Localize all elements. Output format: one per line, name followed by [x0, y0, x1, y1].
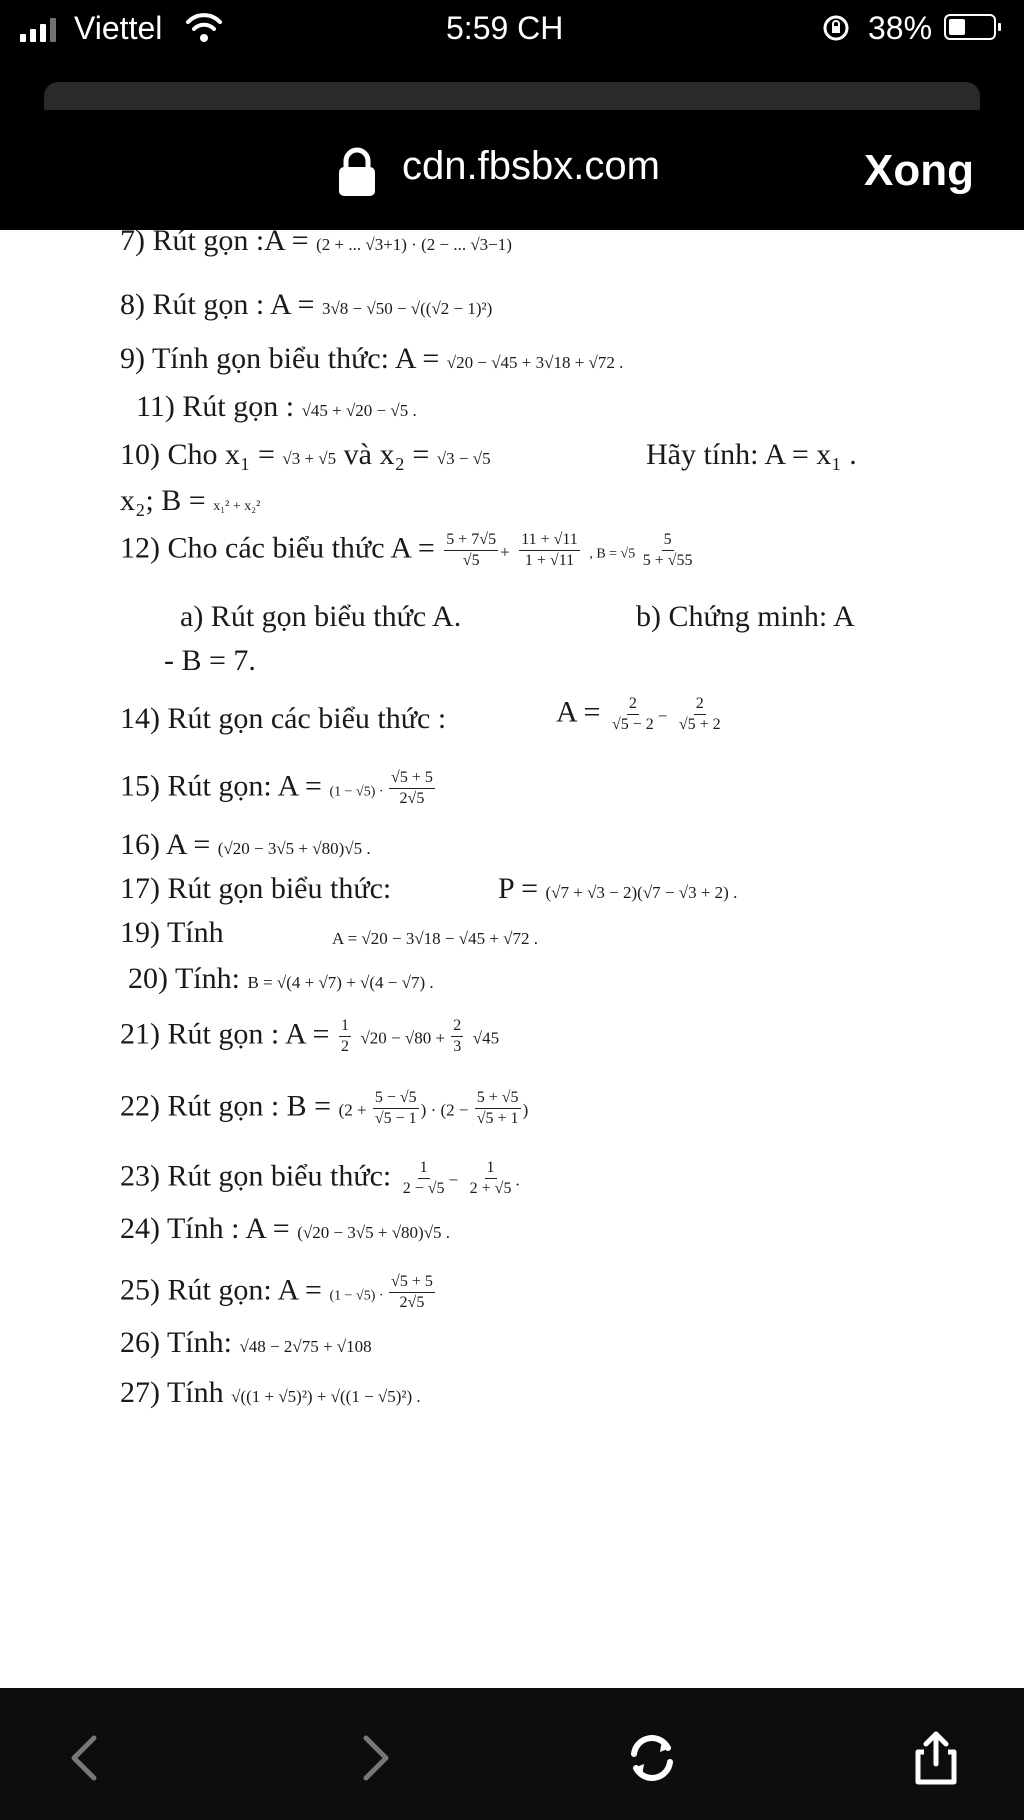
problem-27: 27) Tính √((1 + √5)²) + √((1 − √5)²) . — [120, 1376, 421, 1409]
problem-8: 8) Rút gọn : A = 3√8 − √50 − √((√2 − 1)²) — [120, 288, 493, 321]
problem-10-line2: x₂; B = x₁² + x₂² — [120, 484, 261, 517]
battery-icon — [944, 14, 996, 40]
problem-21: 21) Rút gọn : A = $\frac{1}{2}$ √20 − √80 + $\frac{2}{3}$ √45 — [120, 1017, 500, 1055]
problem-11: 11) Rút gọn : √45 + √20 − √5 . — [136, 390, 417, 423]
signal-icon — [20, 18, 56, 42]
problem-15: 15) Rút gọn: A = (1 − √5) · $\frac{√5 + 5}{2√5}$ — [120, 769, 433, 807]
problem-23: 23) Rút gọn biểu thức: $\frac{1}{2 - √5}$ − $\frac{1}{2 + √5}$ . — [120, 1159, 520, 1197]
problem-9: 9) Tính gọn biểu thức: A = √20 − √45 + 3√18 + √72 . — [120, 342, 624, 375]
problem-24: 24) Tính : A = (√20 − 3√5 + √80)√5 . — [120, 1212, 451, 1245]
problem-7: 7) Rút gọn :A = (2 + ... √3+1) · (2 − ... √3−1) — [120, 230, 512, 257]
problem-12: 12) Cho các biểu thức A = $\frac{5 + 7√5}{√5}$ + $\frac{11 + √11}{1 + √11}$ , B = √5 $\frac{5}{5 + √55}$ — [120, 531, 693, 569]
document-page — [0, 230, 1024, 1688]
back-icon[interactable] — [56, 1728, 116, 1788]
status-bar — [0, 0, 1024, 60]
problem-17-expr: P = (√7 + √3 − 2)(√7 − √3 + 2) . — [498, 872, 738, 905]
problem-12a: a) Rút gọn biểu thức A. — [180, 600, 462, 633]
sheet-handle — [44, 82, 980, 110]
url-domain[interactable]: cdn.fbsbx.com — [402, 144, 660, 188]
problem-20: 20) Tính: B = √(4 + √7) + √(4 − √7) . — [128, 962, 434, 995]
browser-toolbar — [0, 1688, 1024, 1820]
battery-percent: 38% — [868, 10, 933, 46]
problem-17: 17) Rút gọn biểu thức: — [120, 872, 392, 905]
wifi-icon — [186, 10, 222, 44]
rotation-lock-icon — [822, 14, 850, 42]
refresh-icon[interactable] — [622, 1728, 682, 1788]
problem-19: 19) Tính — [120, 916, 224, 949]
clock: 5:59 CH — [446, 10, 564, 46]
browser-header — [0, 110, 1024, 230]
problem-14-expr: A = $\frac{2}{√5 - 2}$ − $\frac{2}{√5 + 2}$ — [556, 695, 721, 733]
problem-22: 22) Rút gọn : B = (2 + $\frac{5 - √5}{√5 - 1}$ ) · (2 − $\frac{5 + √5}{√5 + 1}$ ) — [120, 1089, 529, 1127]
share-icon[interactable] — [906, 1728, 966, 1788]
problem-12b: b) Chứng minh: A — [636, 600, 855, 633]
problem-16: 16) A = (√20 − 3√5 + √80)√5 . — [120, 828, 371, 861]
problem-12b-cont: - B = 7. — [164, 644, 256, 677]
problem-10: 10) Cho x₁ = √3 + √5 và x₂ = √3 − √5 — [120, 438, 491, 471]
problem-25: 25) Rút gọn: A = (1 − √5) · $\frac{√5 + 5}{2√5}$ — [120, 1273, 433, 1311]
carrier-name: Viettel — [74, 10, 163, 46]
lock-icon — [336, 146, 378, 198]
problem-19-expr: A = √20 − 3√18 − √45 + √72 . — [332, 929, 539, 948]
problem-14: 14) Rút gọn các biểu thức : — [120, 702, 447, 735]
problem-26: 26) Tính: √48 − 2√75 + √108 — [120, 1326, 372, 1359]
done-button[interactable]: Xong — [864, 146, 974, 195]
problem-10-task: Hãy tính: A = x₁ . — [646, 438, 857, 471]
forward-icon[interactable] — [344, 1728, 404, 1788]
